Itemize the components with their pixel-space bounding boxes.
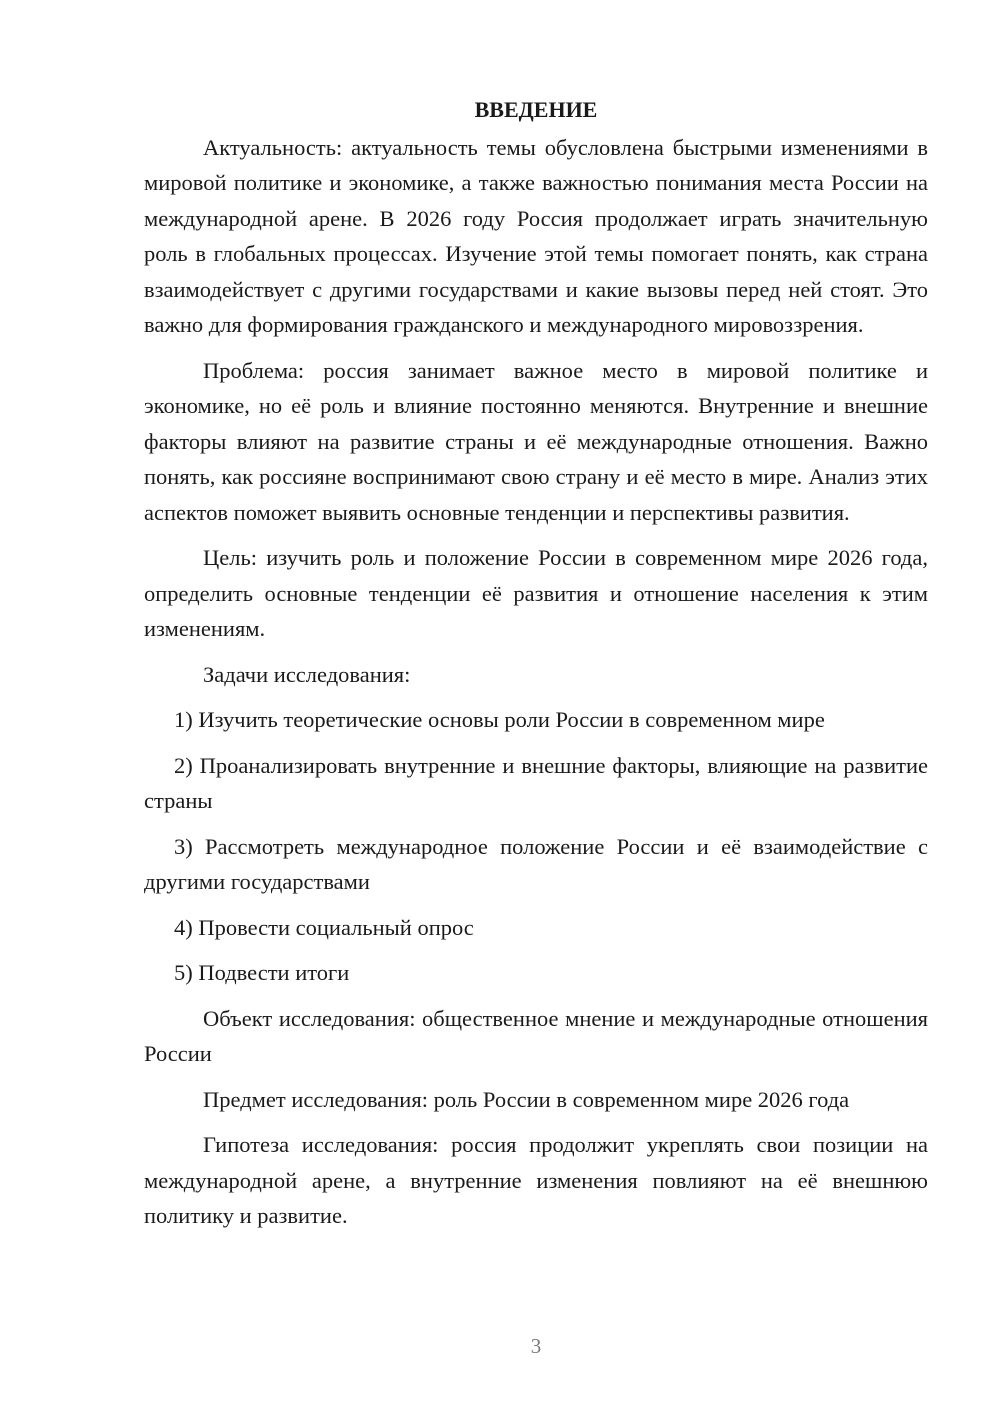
hypothesis-paragraph: Гипотеза исследования: россия продолжит укреплять свои позиции на международной арене, а внутренние изменения повлияют на её внешнюю политику и развитие.: [144, 1132, 928, 1228]
problem-paragraph: Проблема: россия занимает важное место в мировой политике и экономике, но её роль и влияние постоянно меняются. Внутренние и внешние факторы влияют на развитие страны и её международные отношения. Важно понять, как россияне воспринимают свою страну и её место в мире. Анализ этих аспектов поможет выявить основные тенденции и перспективы развития.: [144, 357, 928, 525]
page-title: ВВЕДЕНИЕ: [474, 97, 598, 122]
task-item-4: 4) Провести социальный опрос: [174, 914, 474, 940]
document-page: [144, 92, 928, 1244]
object-paragraph: Объект исследования: общественное мнение и международные отношения России: [144, 1005, 928, 1066]
page-number: 3: [530, 1334, 542, 1358]
task-item-1: 1) Изучить теоретические основы роли России в современном мире: [174, 707, 825, 732]
task-item-5: 5) Подвести итоги: [174, 960, 350, 985]
tasks-heading: Задачи исследования:: [203, 661, 411, 687]
task-item-3: 3) Рассмотреть международное положение России и её взаимодействие с другими государствами: [144, 833, 928, 894]
subject-paragraph: Предмет исследования: роль России в современном мире 2026 года: [203, 1086, 850, 1112]
relevance-paragraph: Актуальность: актуальность темы обусловлена быстрыми изменениями в мировой политике и экономике, а также важностью понимания места России на международной арене. В 2026 году Россия продолжает играть значительную роль в глобальных процессах. Изучение этой темы помогает понять, как страна взаимодействует с другими государствами и какие вызовы перед ней стоят. Это важно для формирования гражданского и международного мировоззрения.: [144, 134, 928, 337]
task-item-2: 2) Проанализировать внутренние и внешние факторы, влияющие на развитие страны: [144, 752, 928, 813]
goal-paragraph: Цель: изучить роль и положение России в современном мире 2026 года, определить основные тенденции её развития и отношение населения к этим изменениям.: [144, 545, 928, 641]
